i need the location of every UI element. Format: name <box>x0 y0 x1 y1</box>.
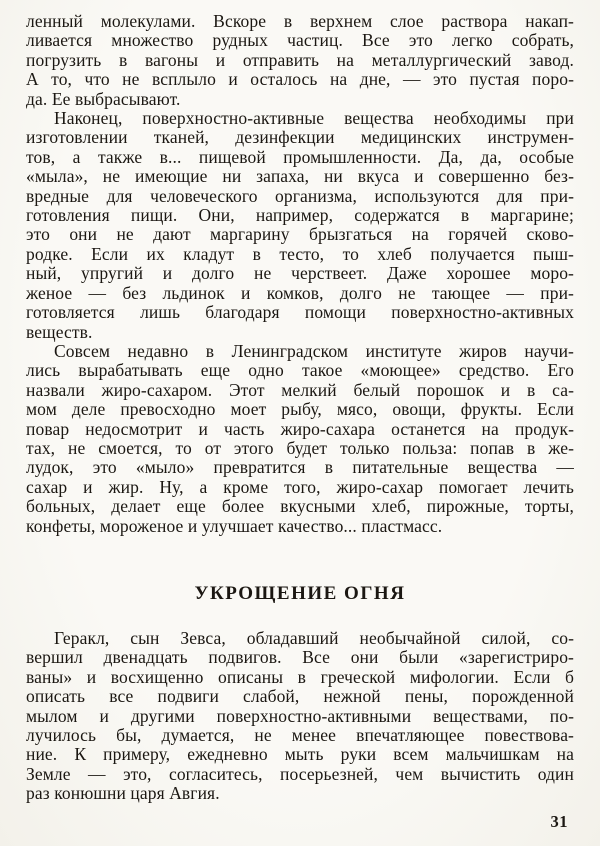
text-line: Геракл, сын Зевса, обладавший необычайной силой, со- <box>54 627 574 648</box>
text-line: ливается множество рудных частиц. Все это легко собрать, <box>26 30 574 51</box>
text-line: готовления пищи. Они, например, содержатся в маргарине; <box>26 205 574 226</box>
text-line: «мыла», не имеющие ни запаха, ни вкуса и совершенно без- <box>26 166 574 187</box>
text-line: Совсем недавно в Ленинградском институте жиров научи- <box>54 340 574 361</box>
text-line: больных, делает еще более вкусными хлеб, пирожные, торты, <box>26 496 574 517</box>
text-line: тов, а также в... пищевой промышленности. Да, да, особые <box>26 146 574 167</box>
text-line: сахар и жир. Ну, а кроме того, жиро-сахар помогает лечить <box>26 476 574 497</box>
text-line: мылом и другими поверхностно-активными веществами, по- <box>26 705 574 726</box>
text-line: погрузить в вагоны и отправить на металлургический завод. <box>26 49 574 70</box>
text-line: это они не дают маргарину брызгаться на горячей сково- <box>26 224 574 245</box>
text-line: тах, не смоется, то от этого будет только польза: попав в же- <box>26 437 574 458</box>
text-line: готовляется лишь благодаря помощи поверхностно-активных <box>26 302 574 323</box>
text-line: лудок, это «мыло» превратится в питательные вещества — <box>26 457 574 478</box>
text-line: женое — без льдинок и комков, долго не тающее — при- <box>26 282 574 303</box>
text-line: ленный молекулами. Вскоре в верхнем слое раствора накап- <box>26 11 574 31</box>
text-line: описать все подвиги слабой, нежной пены, порожденной <box>26 686 574 707</box>
text-line: конфеты, мороженое и улучшает качество... пластмасс. <box>26 515 443 536</box>
text-line: лучилось бы, думается, не менее впечатляющее повествова- <box>26 725 574 745</box>
text-line: раз конюшни царя Авгия. <box>26 783 220 804</box>
page-number: 31 <box>550 812 568 831</box>
paragraph <box>26 109 574 342</box>
text-line: вершил двенадцать подвигов. Все они были «зарегистриро- <box>26 647 574 668</box>
text-line: назвали жиро-сахаром. Этот мелкий белый порошок и в са- <box>26 379 574 400</box>
text-line: А то, что не всплыло и осталось на дне, — это пустая поро- <box>26 69 574 90</box>
paragraph <box>26 12 574 109</box>
text-line: веществ. <box>26 321 93 342</box>
text-line: ваны» и восхищенно описаны в греческой мифологии. Если б <box>26 666 574 687</box>
text-line: лись вырабатывать еще одно такое «моющее» средство. Его <box>26 360 574 381</box>
paragraph <box>26 629 574 804</box>
text-line: повар недосмотрит и часть жиро-сахара останется на продук- <box>26 418 574 439</box>
text-line: Наконец, поверхностно-активные вещества необходимы при <box>54 108 574 129</box>
text-line: изготовлении тканей, дезинфекции медицинских инструмен- <box>26 127 574 148</box>
text-column <box>26 12 574 804</box>
text-line: ние. К примеру, ежедневно мыть руки всем мальчишкам на <box>26 744 574 765</box>
text-line: вредные для человеческого организма, используются для при- <box>26 185 574 206</box>
text-line: ный, упругий и долго не черствеет. Даже хорошее моро- <box>26 263 574 284</box>
text-line: Земле — это, согласитесь, посерьезней, чем вычистить один <box>26 763 574 784</box>
text-line: мом деле превосходно моет рыбу, мясо, овощи, фрукты. Если <box>26 399 574 420</box>
text-line: родке. Если их кладут в тесто, то хлеб получается пыш- <box>26 243 574 264</box>
text-line: да. Ее выбрасывают. <box>26 88 181 109</box>
section-heading: УКРОЩЕНИЕ ОГНЯ <box>194 582 406 604</box>
paragraph <box>26 342 574 536</box>
